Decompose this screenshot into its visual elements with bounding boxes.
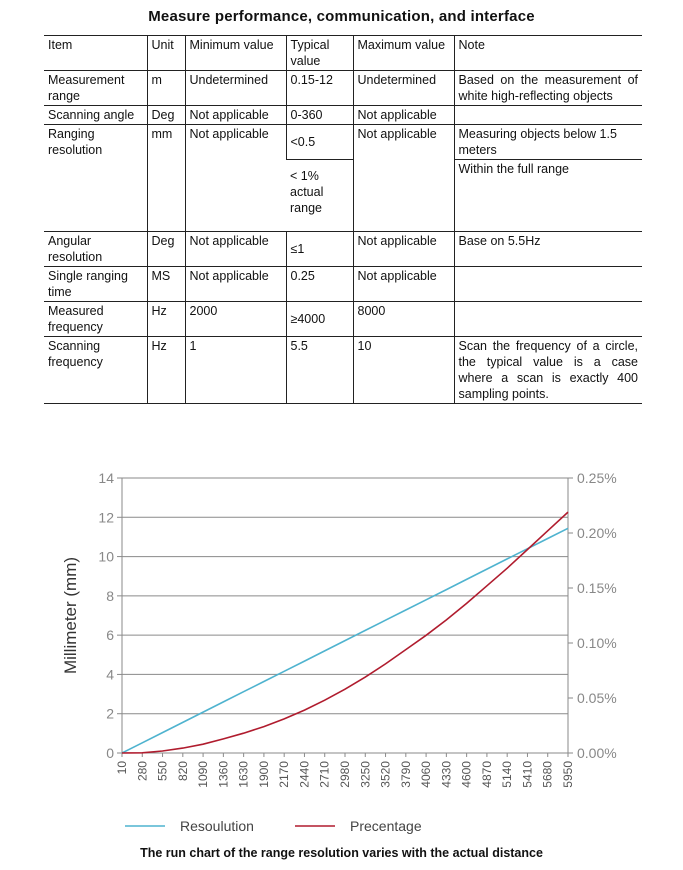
cell-typical: 0.25 [286, 267, 353, 302]
x-tick-label: 1360 [216, 761, 231, 788]
cell-item: Scanning angle [48, 108, 135, 122]
y-tick-label: 8 [106, 587, 114, 604]
cell-unit: mm [147, 125, 185, 232]
x-tick-label: 1630 [236, 761, 251, 788]
x-tick-label: 10 [115, 761, 129, 775]
x-tick-label: 5680 [540, 761, 555, 788]
y2-tick-label: 0.10% [577, 635, 617, 651]
cell-item: Ranging resolution [48, 127, 103, 157]
x-tick-label: 3790 [398, 761, 413, 788]
cell-unit: Hz [147, 337, 185, 404]
cell-max: Not applicable [353, 106, 454, 125]
x-tick-label: 5140 [500, 761, 515, 788]
header-cell: Minimum value [185, 36, 286, 71]
cell-item: Angular resolution [48, 234, 103, 264]
cell-min: Not applicable [185, 232, 286, 267]
cell-typical: 0.15-12 [286, 71, 353, 106]
table-row [44, 267, 642, 302]
y2-tick-label: 0.15% [577, 580, 617, 596]
cell-min: Undetermined [185, 71, 286, 106]
cell-unit: Deg [147, 106, 185, 125]
x-tick-label: 820 [175, 761, 190, 782]
y-tick-label: 2 [106, 705, 114, 722]
table-row [44, 232, 642, 267]
cell-unit: Hz [147, 302, 185, 337]
spec-table [44, 35, 642, 404]
table-row [44, 71, 642, 106]
x-tick-label: 2710 [317, 761, 332, 788]
x-tick-label: 3520 [378, 761, 393, 788]
cell-unit: Deg [147, 232, 185, 267]
cell-typical: <0.5 [286, 125, 353, 160]
cell-item: Measured frequency [48, 304, 104, 334]
y2-tick-label: 0.25% [577, 470, 617, 486]
cell-max: 10 [353, 337, 454, 404]
header-cell: Typical value [286, 36, 353, 71]
cell-max: Not applicable [353, 125, 454, 232]
table-row [44, 106, 642, 125]
table-row [44, 302, 642, 337]
cell-typical: 5.5 [286, 337, 353, 404]
y2-tick-label: 0.20% [577, 525, 617, 541]
x-tick-label: 1090 [196, 761, 211, 788]
cell-item: Single ranging time [48, 269, 128, 299]
y-tick-label: 14 [98, 470, 114, 486]
cell-min: Not applicable [185, 106, 286, 125]
legend-label: Resoulution [180, 818, 254, 834]
table-row [44, 125, 642, 160]
cell-note: Measuring objects below 1.5 meters [454, 125, 642, 160]
y2-tick-label: 0.00% [577, 745, 617, 761]
cell-item: Scanning frequency [44, 337, 147, 404]
cell-min: 2000 [185, 302, 286, 337]
x-tick-label: 4600 [459, 761, 474, 788]
cell-note: Scan the frequency of a circle, the typical value is a case where a scan is exactly 400 sampling points. [454, 337, 642, 404]
y-tick-label: 10 [98, 548, 114, 565]
cell-typical: 0-360 [286, 106, 353, 125]
cell-typical: ≤1 [286, 232, 353, 267]
table-header-row [44, 36, 642, 71]
cell-max: Undetermined [353, 71, 454, 106]
cell-unit: MS [147, 267, 185, 302]
x-tick-label: 4330 [439, 761, 454, 788]
x-tick-label: 2980 [338, 761, 352, 788]
x-tick-label: 3250 [358, 761, 373, 788]
header-cell: Note [454, 36, 642, 71]
x-tick-label: 2170 [277, 761, 292, 788]
x-tick-label: 5410 [520, 761, 535, 788]
table-row [44, 337, 642, 404]
cell-max: Not applicable [353, 232, 454, 267]
cell-note [454, 106, 642, 125]
x-tick-label: 1900 [256, 761, 271, 788]
cell-max: Not applicable [353, 267, 454, 302]
series-line-precentage [122, 512, 568, 753]
legend-label: Precentage [350, 818, 422, 834]
header-cell: Unit [147, 36, 185, 71]
cell-unit: m [147, 71, 185, 106]
cell-max: 8000 [353, 302, 454, 337]
page-title: Measure performance, communication, and interface [148, 8, 535, 25]
cell-typical: < 1% actual range [290, 169, 324, 215]
chart-caption: The run chart of the range resolution varies with the actual distance [140, 846, 543, 860]
cell-note: Within the full range [454, 160, 642, 232]
y-tick-label: 12 [98, 509, 114, 526]
cell-item: Measurement range [48, 73, 125, 103]
cell-typical: ≥4000 [286, 302, 353, 337]
x-tick-label: 2440 [297, 761, 312, 788]
x-tick-label: 4060 [419, 761, 434, 788]
series-line-resoulution [122, 528, 568, 753]
x-tick-label: 550 [155, 761, 170, 782]
cell-note [454, 267, 642, 302]
cell-note: Base on 5.5Hz [454, 232, 642, 267]
y-tick-label: 4 [106, 666, 114, 683]
y-tick-label: 6 [106, 627, 114, 644]
cell-note [454, 302, 642, 337]
y-axis-label: Millimeter (mm) [61, 556, 80, 675]
cell-min: 1 [185, 337, 286, 404]
x-tick-label: 280 [135, 761, 150, 782]
cell-min: Not applicable [185, 125, 286, 232]
range-resolution-chart [0, 462, 683, 846]
header-cell: Maximum value [353, 36, 454, 71]
x-tick-label: 4870 [479, 761, 494, 788]
y2-tick-label: 0.05% [577, 690, 617, 706]
cell-min: Not applicable [185, 267, 286, 302]
cell-note: Based on the measurement of white high-reflecting objects [454, 71, 642, 106]
header-cell: Item [48, 38, 73, 52]
x-tick-label: 5950 [561, 761, 575, 788]
y-tick-label: 0 [106, 745, 114, 761]
